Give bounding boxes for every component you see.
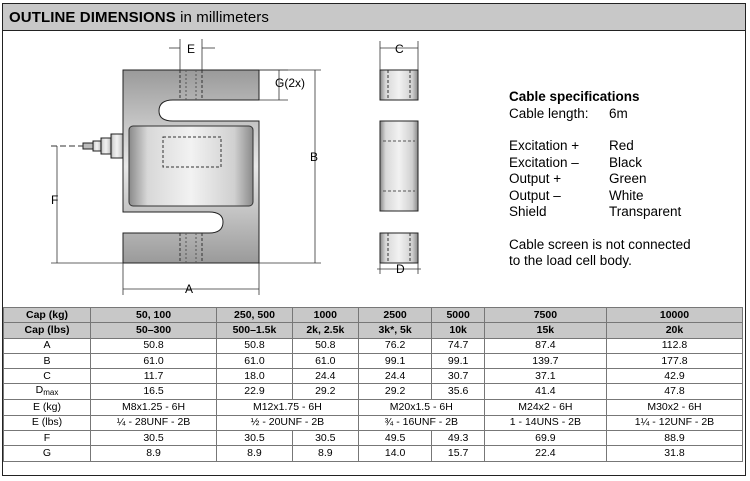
table-cell: 14.0: [358, 446, 432, 461]
dim-label-f: F: [51, 193, 59, 207]
table-cell: 49.5: [358, 431, 432, 446]
table-cell: 30.5: [292, 431, 358, 446]
table-cell: 2k, 2.5k: [292, 323, 358, 338]
wire-color: Red: [609, 138, 634, 153]
section-header: [3, 4, 745, 31]
table-cell: 50–300: [91, 323, 217, 338]
table-cell: ½ - 20UNF - 2B: [217, 415, 359, 430]
table-row-a: [4, 338, 743, 353]
table-cell: 2500: [358, 308, 432, 323]
table-cell: 3k*, 5k: [358, 323, 432, 338]
table-cell: 87.4: [484, 338, 606, 353]
table-cell: 16.5: [91, 384, 217, 400]
table-cell: 76.2: [358, 338, 432, 353]
dim-label-b: B: [310, 150, 319, 164]
cable-gland: [51, 134, 123, 158]
cable-length-row: [509, 106, 691, 123]
table-cell: 139.7: [484, 353, 606, 368]
wire-color: White: [609, 187, 644, 203]
table-cell: 61.0: [91, 353, 217, 368]
table-cell: 31.8: [606, 446, 742, 461]
wire-row: [509, 155, 691, 172]
table-cell: 1 - 14UNS - 2B: [484, 415, 606, 430]
row-header: Cap (lbs): [4, 323, 91, 338]
table-cell: 22.9: [217, 384, 293, 400]
cable-note-line: to the load cell body.: [509, 253, 632, 268]
table-cell: 99.1: [358, 353, 432, 368]
title-bold: OUTLINE DIMENSIONS: [9, 9, 176, 26]
row-header-main: D: [35, 384, 44, 397]
dim-label-d: D: [396, 262, 405, 276]
row-header: G: [4, 446, 91, 461]
cable-length-label: Cable length:: [509, 105, 589, 121]
table-cell: 30.7: [432, 369, 484, 384]
wire-color: Black: [609, 154, 643, 170]
row-header: C: [4, 369, 91, 384]
cable-length-value: 6m: [609, 105, 628, 121]
row-header: Cap (kg): [4, 308, 91, 323]
table-cell: 29.2: [358, 384, 432, 400]
row-header: B: [4, 353, 91, 368]
wire-name: Shield: [509, 204, 547, 219]
row-header: F: [4, 431, 91, 446]
table-cell: 35.6: [432, 384, 484, 400]
table-row-e-lbs: [4, 415, 743, 430]
table-cell: 1¼ - 12UNF - 2B: [606, 415, 742, 430]
table-row-g: [4, 446, 743, 461]
table-row-e-kg: [4, 400, 743, 415]
table-cell: 250, 500: [217, 308, 293, 323]
wire-name: Excitation +: [509, 138, 580, 153]
table-cell: 10000: [606, 308, 742, 323]
table-cell: 18.0: [217, 369, 293, 384]
cable-note-line: Cable screen is not connected: [509, 236, 691, 252]
row-header: E (kg): [4, 400, 91, 415]
table-cell: 15k: [484, 323, 606, 338]
table-cell: 50, 100: [91, 308, 217, 323]
table-cell: 47.8: [606, 384, 742, 400]
table-cell: 30.5: [91, 431, 217, 446]
table-cell: 88.9: [606, 431, 742, 446]
table-cell: 8.9: [292, 446, 358, 461]
table-cell: M12x1.75 - 6H: [217, 400, 359, 415]
table-row-f: [4, 431, 743, 446]
table-cell: 8.9: [217, 446, 293, 461]
table-cell: 5000: [432, 308, 484, 323]
table-cell: 22.4: [484, 446, 606, 461]
wire-row: [509, 188, 691, 205]
table-cell: 50.8: [91, 338, 217, 353]
table-cell: ¾ - 16UNF - 2B: [358, 415, 484, 430]
dim-label-e: E: [187, 42, 196, 56]
table-cell: 10k: [432, 323, 484, 338]
table-cell: 500–1.5k: [217, 323, 293, 338]
table-cell: 49.3: [432, 431, 484, 446]
table-cell: 99.1: [432, 353, 484, 368]
row-header-sub: max: [43, 388, 59, 398]
table-cell: 37.1: [484, 369, 606, 384]
table-row-dmax: [4, 384, 743, 400]
table-cell: 24.4: [358, 369, 432, 384]
cable-specifications: [509, 89, 691, 270]
table-cell: 11.7: [91, 369, 217, 384]
side-view: [377, 41, 421, 276]
wire-row: [509, 138, 691, 155]
table-cell: 61.0: [217, 353, 293, 368]
wire-color: Transparent: [609, 204, 682, 219]
strain-area: [129, 126, 253, 206]
table-cell: 69.9: [484, 431, 606, 446]
wire-color: Green: [609, 171, 647, 186]
table-row-c: [4, 369, 743, 384]
table-cell: 50.8: [217, 338, 293, 353]
cable-spec-heading: Cable specifications: [509, 89, 640, 104]
table-cell: ¼ - 28UNF - 2B: [91, 415, 217, 430]
table-cell: 112.8: [606, 338, 742, 353]
section-title: [9, 9, 269, 26]
table-cell: 15.7: [432, 446, 484, 461]
table-cell: 20k: [606, 323, 742, 338]
dim-label-g: G(2x): [275, 76, 305, 90]
wire-row: [509, 171, 691, 188]
table-row-cap-lbs: [4, 323, 743, 338]
table-cell: 42.9: [606, 369, 742, 384]
table-row-b: [4, 353, 743, 368]
table-cell: 7500: [484, 308, 606, 323]
table-cell: M30x2 - 6H: [606, 400, 742, 415]
table-cell: 29.2: [292, 384, 358, 400]
wire-row: [509, 204, 691, 221]
table-cell: 30.5: [217, 431, 293, 446]
dim-label-a: A: [185, 282, 194, 296]
table-cell: 1000: [292, 308, 358, 323]
wire-name: Output +: [509, 171, 562, 186]
table-cell: M8x1.25 - 6H: [91, 400, 217, 415]
row-header: E (lbs): [4, 415, 91, 430]
table-cell: M20x1.5 - 6H: [358, 400, 484, 415]
table-cell: 24.4: [292, 369, 358, 384]
wire-name: Output –: [509, 187, 561, 203]
table-cell: 50.8: [292, 338, 358, 353]
table-cell: 177.8: [606, 353, 742, 368]
technical-drawing: [3, 31, 745, 308]
table-cell: 74.7: [432, 338, 484, 353]
row-header: A: [4, 338, 91, 353]
table-row-cap-kg: [4, 308, 743, 323]
dimensions-table: [3, 307, 743, 462]
table-cell: 8.9: [91, 446, 217, 461]
title-units: in millimeters: [175, 9, 269, 26]
front-view: [51, 39, 321, 296]
cable-note: [509, 237, 691, 270]
table-cell: 41.4: [484, 384, 606, 400]
row-header: [4, 384, 91, 400]
table-cell: M24x2 - 6H: [484, 400, 606, 415]
wire-name: Excitation –: [509, 154, 579, 170]
table-cell: 61.0: [292, 353, 358, 368]
dim-label-c: C: [395, 42, 404, 56]
